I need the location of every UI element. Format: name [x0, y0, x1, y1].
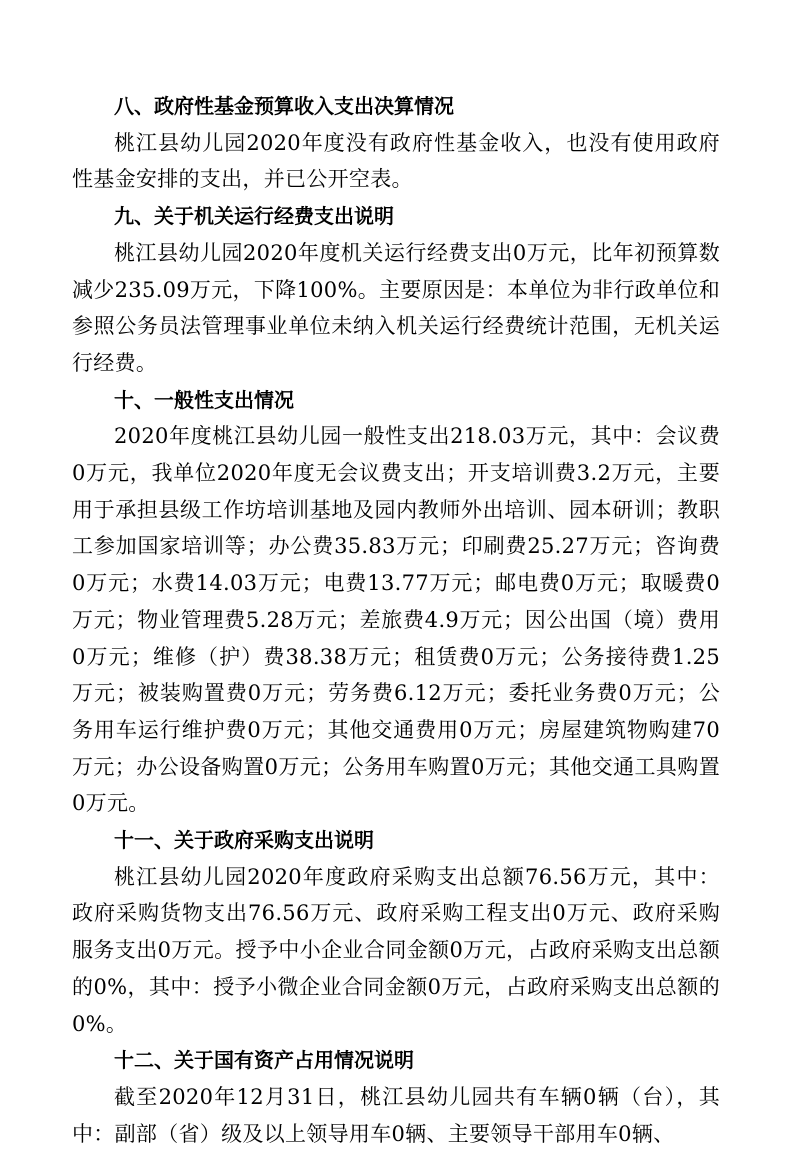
section-heading: 十一、关于政府采购支出说明 [114, 828, 374, 853]
section-heading: 九、关于机关运行经费支出说明 [114, 204, 394, 229]
section-paragraph: 截至2020年12月31日，桃江县幼儿园共有车辆0辆（台），其中：副部（省）级及以上领导用车0辆、主要领导干部用车0辆、 [72, 1084, 720, 1146]
section-agency-operating-expenses [72, 198, 720, 382]
section-heading: 八、政府性基金预算收入支出决算情况 [114, 94, 454, 118]
section-paragraph: 桃江县幼儿园2020年度机关运行经费支出0万元，比年初预算数减少235.09万元，下降100%。主要原因是：本单位为非行政单位和参照公务员法管理事业单位未纳入机关运行经费统计范围，无机关运行经费。 [72, 240, 720, 375]
section-paragraph: 桃江县幼儿园2020年度政府采购支出总额76.56万元，其中：政府采购货物支出76.56万元、政府采购工程支出0万元、政府采购服务支出0万元。授予中小企业合同金额0万元，占政府采购支出总额的0%，其中：授予小微企业合同金额0万元，占政府采购支出总额的0%。 [72, 864, 720, 1036]
section-general-expenditure [72, 382, 720, 822]
section-heading: 十、一般性支出情况 [114, 387, 294, 412]
section-heading: 十二、关于国有资产占用情况说明 [114, 1048, 414, 1073]
section-government-procurement [72, 822, 720, 1042]
document-page [72, 88, 720, 1152]
section-government-fund-budget [72, 88, 720, 198]
section-paragraph: 桃江县幼儿园2020年度没有政府性基金收入，也没有使用政府性基金安排的支出，并已公开空表。 [72, 130, 720, 192]
section-state-assets [72, 1042, 720, 1152]
section-paragraph: 2020年度桃江县幼儿园一般性支出218.03万元，其中：会议费0万元，我单位2020年度无会议费支出；开支培训费3.2万元，主要用于承担县级工作坊培训基地及园内教师外出培训、园本研训；教职工参加国家培训等；办公费35.83万元；印刷费25.27万元；咨询费0万元；水费14.03万元；电费13.77万元；邮电费0万元；取暖费0万元；物业管理费5.28万元；差旅费4.9万元；因公出国（境）费用0万元；维修（护）费38.38万元；租赁费0万元；公务接待费1.25万元；被装购置费0万元；劳务费6.12万元；委托业务费0万元；公务用车运行维护费0万元；其他交通费用0万元；房屋建筑物购建70万元；办公设备购置0万元；公务用车购置0万元；其他交通工具购置0万元。 [72, 424, 720, 816]
